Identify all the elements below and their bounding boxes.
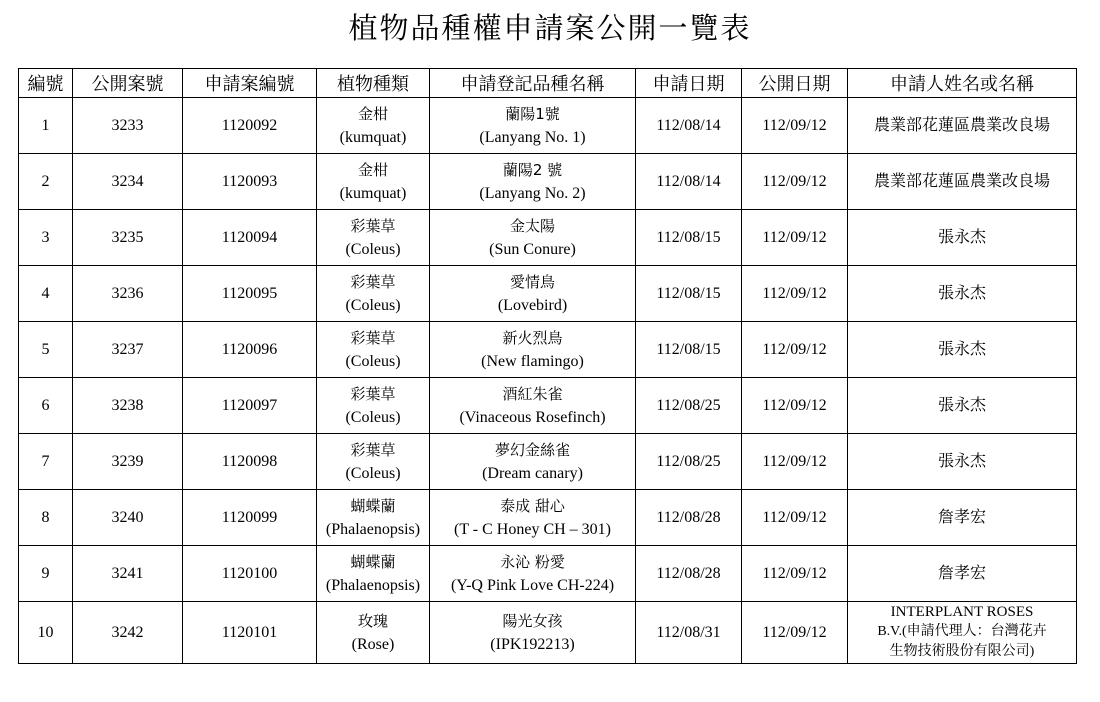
cell-applicant: 張永杰	[848, 266, 1077, 322]
cell-applicant: 張永杰	[848, 210, 1077, 266]
cell-application-date: 112/08/25	[636, 434, 742, 490]
cell-application-number: 1120094	[183, 210, 317, 266]
variety-english: (T - C Honey CH – 301)	[453, 520, 612, 538]
plant-kind-english: (Coleus)	[345, 296, 401, 314]
cell-applicant	[848, 602, 1077, 664]
cell-publication-number: 3234	[73, 154, 183, 210]
cell-application-date: 112/08/31	[636, 602, 742, 664]
plant-kind-chinese: 彩葉草	[350, 384, 396, 403]
cell-plant-kind	[317, 378, 430, 434]
cell-number: 3	[19, 210, 73, 266]
table-row	[19, 434, 1077, 490]
plant-kind-chinese: 金柑	[357, 160, 388, 179]
cell-variety-name	[430, 546, 636, 602]
cell-publication-date: 112/09/12	[742, 434, 848, 490]
table-row	[19, 322, 1077, 378]
cell-variety-name	[430, 434, 636, 490]
variety-chinese: 永沁 粉愛	[500, 552, 565, 571]
col-header-application-date: 申請日期	[636, 69, 742, 98]
variety-english: (Sun Conure)	[489, 240, 576, 258]
cell-application-date: 112/08/25	[636, 378, 742, 434]
applicant-line-2: B.V.(申請代理人：台灣花卉	[877, 624, 1047, 639]
cell-publication-date: 112/09/12	[742, 546, 848, 602]
variety-english: (Lanyang No. 1)	[479, 128, 586, 146]
plant-kind-chinese: 玫瑰	[357, 611, 388, 630]
variety-chinese: 陽光女孩	[502, 611, 563, 630]
cell-applicant: 農業部花蓮區農業改良場	[848, 98, 1077, 154]
variety-english: (Y-Q Pink Love CH-224)	[450, 576, 615, 594]
variety-english: (Lanyang No. 2)	[479, 184, 586, 202]
cell-number: 6	[19, 378, 73, 434]
cell-variety-name	[430, 154, 636, 210]
plant-kind-english: (kumquat)	[339, 184, 407, 202]
variety-chinese: 泰成 甜心	[500, 496, 565, 515]
cell-publication-date: 112/09/12	[742, 210, 848, 266]
header-row	[19, 69, 1077, 98]
plant-kind-chinese: 蝴蝶蘭	[350, 496, 396, 515]
cell-application-number: 1120093	[183, 154, 317, 210]
cell-application-number: 1120095	[183, 266, 317, 322]
col-header-number: 編號	[19, 69, 73, 98]
cell-publication-date: 112/09/12	[742, 322, 848, 378]
col-header-publication-date: 公開日期	[742, 69, 848, 98]
cell-publication-date: 112/09/12	[742, 490, 848, 546]
cell-application-date: 112/08/15	[636, 322, 742, 378]
col-header-plant-kind: 植物種類	[317, 69, 430, 98]
cell-application-date: 112/08/28	[636, 490, 742, 546]
cell-plant-kind	[317, 434, 430, 490]
variety-chinese: 夢幻金絲雀	[494, 440, 570, 459]
table-row	[19, 546, 1077, 602]
cell-publication-date: 112/09/12	[742, 266, 848, 322]
variety-chinese: 蘭陽2 號	[502, 160, 563, 179]
plant-kind-english: (Phalaenopsis)	[325, 520, 421, 538]
cell-number: 9	[19, 546, 73, 602]
cell-publication-number: 3238	[73, 378, 183, 434]
cell-number: 5	[19, 322, 73, 378]
cell-publication-date: 112/09/12	[742, 378, 848, 434]
table-row	[19, 266, 1077, 322]
table-row	[19, 154, 1077, 210]
cell-plant-kind	[317, 266, 430, 322]
cell-applicant: 張永杰	[848, 322, 1077, 378]
cell-number: 7	[19, 434, 73, 490]
variety-english: (Vinaceous Rosefinch)	[459, 408, 606, 426]
plant-kind-english: (Coleus)	[345, 408, 401, 426]
cell-application-number: 1120099	[183, 490, 317, 546]
plant-kind-chinese: 金柑	[357, 104, 388, 123]
cell-publication-number: 3242	[73, 602, 183, 664]
plant-kind-english: (Coleus)	[345, 352, 401, 370]
cell-plant-kind	[317, 322, 430, 378]
cell-variety-name	[430, 322, 636, 378]
cell-publication-number: 3241	[73, 546, 183, 602]
cell-plant-kind	[317, 602, 430, 664]
plant-kind-english: (Phalaenopsis)	[325, 576, 421, 594]
col-header-variety-name: 申請登記品種名稱	[430, 69, 636, 98]
publication-table	[18, 68, 1077, 664]
plant-kind-chinese: 蝴蝶蘭	[350, 552, 396, 571]
applicant-line-3: 生物技術股份有限公司)	[889, 644, 1035, 659]
cell-application-date: 112/08/15	[636, 266, 742, 322]
cell-application-date: 112/08/14	[636, 154, 742, 210]
table-row	[19, 98, 1077, 154]
cell-variety-name	[430, 378, 636, 434]
cell-number: 8	[19, 490, 73, 546]
cell-application-date: 112/08/14	[636, 98, 742, 154]
cell-application-number: 1120101	[183, 602, 317, 664]
table-row	[19, 210, 1077, 266]
cell-publication-number: 3239	[73, 434, 183, 490]
cell-application-number: 1120092	[183, 98, 317, 154]
cell-application-date: 112/08/15	[636, 210, 742, 266]
plant-kind-english: (Rose)	[351, 635, 395, 653]
variety-english: (Dream canary)	[482, 464, 583, 482]
cell-publication-date: 112/09/12	[742, 98, 848, 154]
cell-variety-name	[430, 490, 636, 546]
cell-publication-date: 112/09/12	[742, 602, 848, 664]
cell-application-number: 1120098	[183, 434, 317, 490]
cell-plant-kind	[317, 98, 430, 154]
cell-plant-kind	[317, 490, 430, 546]
cell-number: 1	[19, 98, 73, 154]
cell-applicant: 農業部花蓮區農業改良場	[848, 154, 1077, 210]
plant-kind-english: (Coleus)	[345, 240, 401, 258]
variety-chinese: 金太陽	[509, 216, 555, 235]
cell-applicant: 詹孝宏	[848, 490, 1077, 546]
variety-chinese: 新火烈鳥	[502, 328, 563, 347]
applicant-line-1: INTERPLANT ROSES	[890, 604, 1034, 620]
cell-application-date: 112/08/28	[636, 546, 742, 602]
variety-english: (Lovebird)	[497, 296, 568, 314]
col-header-applicant: 申請人姓名或名稱	[848, 69, 1077, 98]
cell-publication-number: 3236	[73, 266, 183, 322]
cell-variety-name	[430, 602, 636, 664]
cell-plant-kind	[317, 546, 430, 602]
cell-number: 10	[19, 602, 73, 664]
variety-english: (New flamingo)	[481, 352, 584, 370]
plant-kind-chinese: 彩葉草	[350, 216, 396, 235]
plant-kind-chinese: 彩葉草	[350, 440, 396, 459]
variety-english: (IPK192213)	[490, 635, 575, 653]
cell-application-number: 1120100	[183, 546, 317, 602]
cell-variety-name	[430, 98, 636, 154]
cell-plant-kind	[317, 210, 430, 266]
variety-chinese: 酒紅朱雀	[502, 384, 563, 403]
cell-number: 2	[19, 154, 73, 210]
cell-applicant: 詹孝宏	[848, 546, 1077, 602]
table-row	[19, 602, 1077, 664]
plant-kind-chinese: 彩葉草	[350, 328, 396, 347]
page-title: 植物品種權申請案公開一覽表	[348, 11, 752, 45]
table-row	[19, 378, 1077, 434]
variety-chinese: 蘭陽1號	[505, 104, 560, 123]
cell-publication-number: 3237	[73, 322, 183, 378]
cell-number: 4	[19, 266, 73, 322]
cell-publication-number: 3235	[73, 210, 183, 266]
variety-chinese: 愛情鳥	[509, 272, 555, 291]
cell-plant-kind	[317, 154, 430, 210]
cell-variety-name	[430, 266, 636, 322]
cell-application-number: 1120096	[183, 322, 317, 378]
cell-applicant: 張永杰	[848, 434, 1077, 490]
cell-publication-date: 112/09/12	[742, 154, 848, 210]
cell-application-number: 1120097	[183, 378, 317, 434]
cell-variety-name	[430, 210, 636, 266]
col-header-application-number: 申請案編號	[183, 69, 317, 98]
plant-kind-chinese: 彩葉草	[350, 272, 396, 291]
cell-publication-number: 3240	[73, 490, 183, 546]
plant-kind-english: (kumquat)	[339, 128, 407, 146]
table-row	[19, 490, 1077, 546]
col-header-publication-number: 公開案號	[73, 69, 183, 98]
cell-publication-number: 3233	[73, 98, 183, 154]
plant-kind-english: (Coleus)	[345, 464, 401, 482]
cell-applicant: 張永杰	[848, 378, 1077, 434]
